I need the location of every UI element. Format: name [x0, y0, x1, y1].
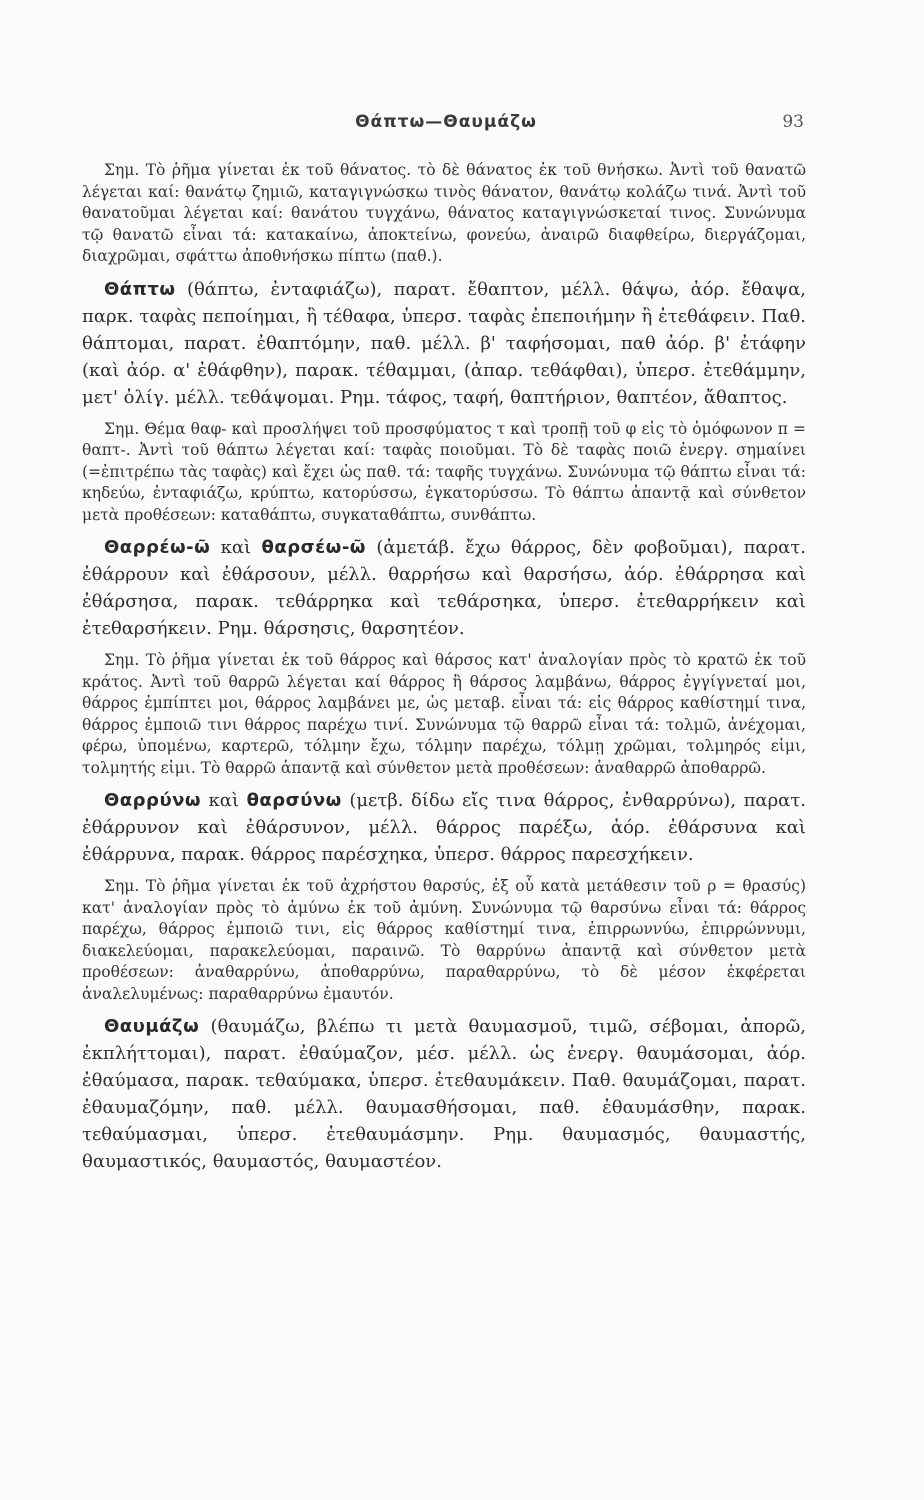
- headword-connector: καὶ: [201, 790, 247, 811]
- entry-text: (μετβ. δίδω εἴς τινα θάρρος, ἐνθαρρύνω), παρατ. ἐθάρρυνον καὶ ἐθάρσυνον, μέλλ. θάρρος παρέξω, ἀόρ. ἐθάρσυνα καὶ ἐθάρρυνα, παρακ. θάρρος παρέσχηκα, ὑπερσ. θάρρος παρεσχήκειν.: [82, 790, 806, 865]
- page-body: [82, 160, 806, 1183]
- headword-variant: θαρσύνω: [246, 790, 342, 811]
- note-tharryno: Σημ. Τὸ ῥῆμα γίνεται ἐκ τοῦ ἀχρήστου θαρσύς, ἐξ οὗ κατὰ μετάθεσιν τοῦ ρ = θρασύς) κατ' ἀναλογίαν πρὸς τὸ ἀμύνω ἐκ τοῦ ἀμύνη. Συνώνυμα τῷ θαρσύνω εἶναι τά: θάρρος παρέχω, θάρρος ἐμποιῶ τινι, εἰς θάρρος καθίστημί τινα, ἐπιρρωννύω, ἐπιρρώννυμι, διακελεύομαι, παρακελεύομαι, παραινῶ. Τὸ θαρρύνω ἀπαντᾷ καὶ σύνθετον μετὰ προθέσεων: ἀναθαρρύνω, ἀποθαρρύνω, παραθαρρύνω, τὸ δὲ μέσον ἐκφέρεται ἀναλελυμένως: παραθαρρύνω ἐμαυτόν.: [82, 877, 806, 1003]
- page-header: [90, 112, 802, 142]
- note-thapto: Σημ. Θέμα θαφ- καὶ προσλήψει τοῦ προσφύματος τ καὶ τροπῇ τοῦ φ εἰς τὸ ὁμόφωνον π = θαπτ-. Ἀντὶ τοῦ θάπτω λέγεται καί: ταφὰς ποιοῦμαι. Τὸ δὲ ταφὰς ποιῶ ἐνεργ. σημαίνει (=ἐπιτρέπω τὰς ταφὰς) καὶ ἔχει ὡς παθ. τά: ταφῆς τυγχάνω. Συνώνυμα τῷ θάπτω εἶναι τά: κηδεύω, ἐνταφιάζω, κρύπτω, κατορύσσω, ἐγκατορύσσω. Τὸ θάπτω ἀπαντᾷ καὶ σύνθετον μετὰ προθέσεων: καταθάπτω, συγκαταθάπτω, συνθάπτω.: [82, 419, 806, 524]
- entry-text: (θάπτω, ἐνταφιάζω), παρατ. ἔθαπτον, μέλλ. θάψω, ἀόρ. ἔθαψα, παρκ. ταφὰς πεποίημαι, ἢ τέθαφα, ὑπερσ. ταφὰς ἐπεποιήμην ἢ ἐτεθάφειν. Παθ. θάπτομαι, παρατ. ἐθαπτόμην, παθ. μέλλ. β' ταφήσομαι, παθ ἀόρ. β' ἐτάφην (καὶ ἀόρ. α' ἐθάφθην), παρακ. τέθαμμαι, (ἀπαρ. τεθάφθαι), ὑπερσ. ἐτεθάμμην, μετ' ὀλίγ. μέλλ. τεθάψομαι. Ρημ. τάφος, ταφή, θαπτήριον, θαπτέον, ἄθαπτος.: [82, 278, 806, 408]
- page-number: 93: [782, 112, 804, 132]
- entry-thapto: [82, 276, 806, 411]
- headword: Θαρρέω-ῶ: [104, 537, 211, 558]
- entry-text: (θαυμάζω, βλέπω τι μετὰ θαυμασμοῦ, τιμῶ, σέβομαι, ἀπορῶ, ἐκπλήττομαι), παρατ. ἐθαύμαζον, μέσ. μέλλ. ὡς ἐνεργ. θαυμάσομαι, ἀόρ. ἐθαύμασα, παρακ. τεθαύμακα, ὑπερσ. ἐτεθαυμάκειν. Παθ. θαυμάζομαι, παρατ. ἐθαυμαζόμην, παθ. μέλλ. θαυμασθήσομαι, παθ. ἐθαυμάσθην, παρακ. τεθαύμασμαι, ὑπερσ. ἐτεθαυμάσμην. Ρημ. θαυμασμός, θαυμαστής, θαυμαστικός, θαυμαστός, θαυμαστέον.: [82, 1016, 806, 1172]
- entry-tharreo: [82, 534, 806, 642]
- headword: Θαυμάζω: [104, 1016, 200, 1037]
- headword-variant: θαρσέω-ῶ: [261, 537, 366, 558]
- headword: Θαρρύνω: [104, 790, 201, 811]
- entry-tharryno: [82, 787, 806, 868]
- note-tharreo: Σημ. Τὸ ῥῆμα γίνεται ἐκ τοῦ θάρρος καὶ θάρσος κατ' ἀναλογίαν πρὸς τὸ κρατῶ ἐκ τοῦ κράτος. Ἀντὶ τοῦ θαρρῶ λέγεται καί θάρρος ἢ θάρσος λαμβάνω, θάρρος ἐγγίγνεταί μοι, θάρρος ἐμπίπτει μοι, θάρρος λαμβάνει με, ὡς μεταβ. εἶναι τά: εἰς θάρρος καθίστημί τινα, θάρρος ἐμποιῶ τινι θάρρος παρέχω τινί. Συνώνυμα τῷ θαρρῶ εἶναι τά: τολμῶ, ἀνέχομαι, φέρω, ὑπομένω, καρτερῶ, τόλμην ἔχω, τόλμην παρέχω, τόλμῃ χρῶμαι, τολμηρός εἰμι, τολμητής εἰμι. Τὸ θαρρῶ ἀπαντᾷ καὶ σύνθετον μετὰ προθέσεων: ἀναθαρρῶ ἀποθαρρῶ.: [82, 651, 806, 777]
- entry-thaumazo: [82, 1013, 806, 1175]
- note-thanato: Σημ. Τὸ ῥῆμα γίνεται ἐκ τοῦ θάνατος. τὸ δὲ θάνατος ἐκ τοῦ θνήσκω. Ἀντὶ τοῦ θανατῶ λέγεται καί: θανάτῳ ζημιῶ, καταγιγνώσκω τινὸς θάνατον, θανάτῳ κολάζω τινά. Ἀντὶ τοῦ θανατοῦμαι λέγεται καί: θανάτου τυγχάνω, θάνατος καταγιγνώσκεταί τινος. Συνώνυμα τῷ θανατῶ εἶναι τά: κατακαίνω, ἀποκτείνω, φονεύω, ἀναιρῶ διαφθείρω, διεργάζομαι, διαχρῶμαι, σφάττω ἀποθνήσκω πίπτω (παθ.).: [82, 161, 806, 265]
- headword: Θάπτω: [104, 278, 176, 300]
- entry-text: (ἀμετάβ. ἔχω θάρρος, δὲν φοβοῦμαι), παρατ. ἐθάρρουν καὶ ἐθάρσουν, μέλλ. θαρρήσω καὶ θαρσήσω, ἀόρ. ἐθάρρησα καὶ ἐθάρσησα, παρακ. τεθάρρηκα καὶ τεθάρσηκα, ὑπερσ. ἐτεθαρρήκειν καὶ ἐτεθαρσήκειν. Ρημ. θάρσησις, θαρσητέον.: [82, 537, 807, 639]
- running-head: Θάπτω—Θαυμάζω: [355, 112, 537, 132]
- headword-connector: καὶ: [210, 537, 262, 558]
